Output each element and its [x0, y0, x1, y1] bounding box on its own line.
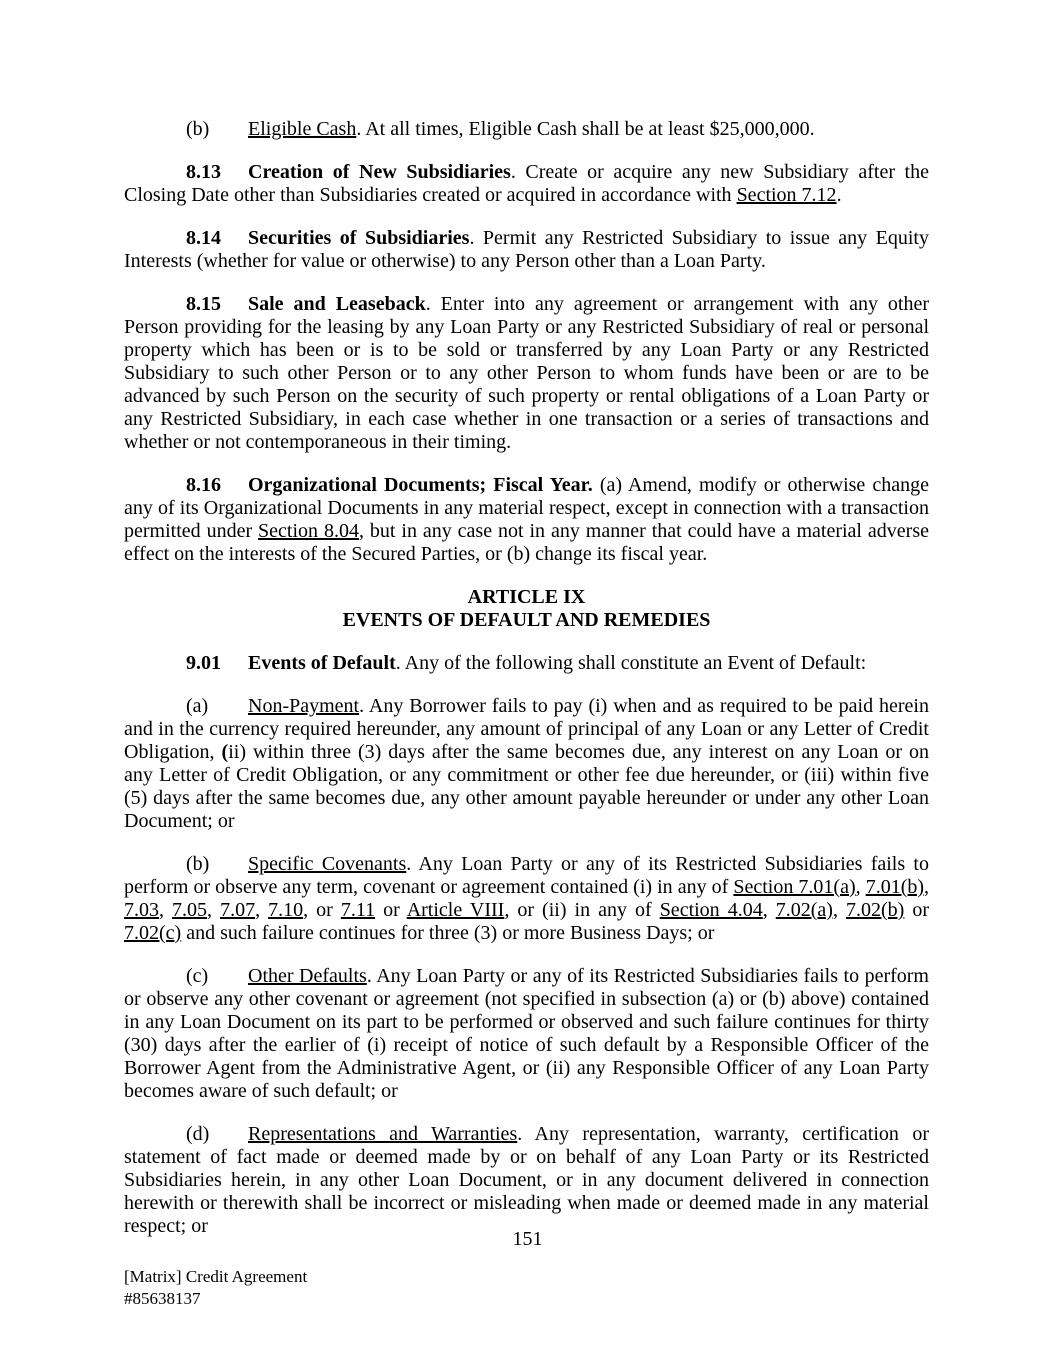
text-run: Organizational Documents; Fiscal Year.: [248, 474, 593, 496]
article-heading-number: [124, 586, 929, 609]
section-reference: Representations and Warranties: [248, 1123, 518, 1145]
section-reference: 7.03: [124, 899, 159, 921]
text-run: . Any Borrower fails to pay (i) when and as required to be paid herein and in the currency required hereunder, any amount of principal of any Loan or any Letter of Credit Obligation,: [124, 695, 929, 763]
section-reference: 7.01(b): [865, 876, 925, 898]
paragraph-8-13: [124, 161, 929, 207]
paragraph-9-01: [124, 652, 929, 675]
section-reference: Section 8.04: [258, 520, 359, 542]
footer-document-title: [Matrix] Credit Agreement: [124, 1267, 308, 1286]
paragraph-8-16: [124, 474, 929, 566]
text-run: EVENTS OF DEFAULT AND REMEDIES: [342, 609, 711, 631]
text-run: . At all times, Eligible Cash shall be at least $25,000,000.: [356, 118, 815, 140]
text-run: ,: [832, 899, 846, 921]
text-run: Creation of New Subsidiaries: [248, 161, 511, 183]
paragraph-label: (d): [186, 1123, 210, 1145]
text-run: Securities of Subsidiaries: [248, 227, 470, 249]
section-reference: Section 7.12: [736, 184, 837, 206]
text-run: . Any representation, warranty, certification or statement of fact made or deemed made by or on behalf of any Loan Party or its Restricted Subsidiaries herein, in any other Loan Document, or in any document delivered in connection herewith or therewith shall be incorrect or misleading when made or deemed made in any material respect; or: [124, 1123, 930, 1237]
text-run: , or (ii) in any of: [504, 899, 660, 921]
section-reference: Other Defaults: [248, 965, 367, 987]
text-run: ii) within three (3) days after the same becomes due, any interest on any Loan or on any Letter of Credit Obligation, or any commitment or other fee due hereunder, or (iii) within five (5) days after the same becomes due, any other amount payable hereunder or under any other Loan Document; or: [124, 741, 930, 832]
paragraph-label: 8.13: [186, 161, 221, 183]
text-run: Sale and Leaseback: [248, 293, 426, 315]
section-reference: Article VIII: [406, 899, 505, 921]
document-body: [124, 118, 929, 1258]
section-reference: 7.02(c): [124, 922, 182, 944]
text-run: ARTICLE IX: [467, 586, 586, 608]
paragraph-8-14: [124, 227, 929, 273]
document-footer: [124, 1266, 307, 1310]
paragraph-non-payment: [124, 695, 929, 833]
paragraph-label: 9.01: [186, 652, 221, 674]
paragraph-label: (c): [186, 965, 209, 987]
text-run: and such failure continues for three (3) or more Business Days; or: [181, 922, 715, 944]
section-reference: Eligible Cash: [248, 118, 357, 140]
section-reference: Non-Payment: [248, 695, 360, 717]
paragraph-label: 8.15: [186, 293, 221, 315]
section-reference: 7.02(b): [845, 899, 905, 921]
section-reference: Specific Covenants: [248, 853, 407, 875]
page-number: 151: [512, 1228, 543, 1250]
paragraph-specific-covenants: [124, 853, 929, 945]
text-run: ,: [255, 899, 269, 921]
text-run: or: [375, 899, 407, 921]
text-run: . Any of the following shall constitute an Event of Default:: [395, 652, 867, 674]
section-reference: Section 4.04: [659, 899, 763, 921]
paragraph-label: (a): [186, 695, 209, 717]
paragraph-label: 8.16: [186, 474, 221, 496]
text-run: ,: [762, 899, 776, 921]
text-run: . Create or acquire any new Subsidiary after the Closing Date other than Subsidiaries created or acquired in accordance with: [124, 161, 929, 206]
text-run: . Permit any Restricted Subsidiary to issue any Equity Interests (whether for value or otherwise) to any Person other than a Loan Party.: [124, 227, 929, 272]
text-run: Events of Default: [248, 652, 396, 674]
text-run: or: [904, 899, 930, 921]
text-run: (a) Amend, modify or otherwise change any of its Organizational Documents in any material respect, except in connection with a transaction permitted under: [124, 474, 929, 542]
text-run: . Any Loan Party or any of its Restricted Subsidiaries fails to perform or observe any other covenant or agreement (not specified in subsection (a) or (b) above) contained in any Loan Document on its part to be performed or observed and such failure continues for thirty (30) days after the earlier of (i) receipt of notice of such default by a Responsible Officer of the Borrower Agent from the Administrative Agent, or (ii) any Responsible Officer of any Loan Party becomes aware of such default; or: [124, 965, 929, 1102]
text-run: .: [836, 184, 842, 206]
article-heading-title: [124, 609, 929, 632]
footer-document-id: #85638137: [124, 1289, 201, 1308]
paragraph-8-15: [124, 293, 929, 454]
section-reference: Section 7.01(a): [733, 876, 856, 898]
section-reference: 7.05: [172, 899, 208, 921]
text-run: . Any Loan Party or any of its Restricted Subsidiaries fails to perform or observe any term, covenant or agreement contained (i) in any of: [124, 853, 929, 898]
section-reference: 7.02(a): [775, 899, 833, 921]
section-reference: 7.07: [220, 899, 256, 921]
text-run: (: [221, 741, 229, 763]
paragraph-eligible-cash: [124, 118, 929, 141]
paragraph-label: (b): [186, 853, 210, 875]
paragraph-label: (b): [186, 118, 210, 140]
text-run: , but in any case not in any manner that could have a material adverse effect on the interests of the Secured Parties, or (b) change its fiscal year.: [124, 520, 929, 565]
text-run: ,: [855, 876, 866, 898]
paragraph-representations-warranties: [124, 1123, 929, 1238]
paragraph-label: 8.14: [186, 227, 221, 249]
text-run: ,: [159, 899, 173, 921]
paragraph-other-defaults: [124, 965, 929, 1103]
section-reference: 7.10: [268, 899, 304, 921]
section-reference: 7.11: [340, 899, 376, 921]
text-run: ,: [924, 876, 930, 898]
text-run: ,: [207, 899, 221, 921]
text-run: . Enter into any agreement or arrangement with any other Person providing for the leasing by any Loan Party or any Restricted Subsidiary of real or personal property which has been or is to be sold or transferred by any Loan Party or any Restricted Subsidiary to such other Person or to any other Person to whom funds have been or are to be advanced by such Person on the security of such property or rental obligations of a Loan Party or any Restricted Subsidiary, in each case whether in one transaction or a series of transactions and whether or not contemporaneous in their timing.: [124, 293, 929, 453]
text-run: , or: [303, 899, 341, 921]
